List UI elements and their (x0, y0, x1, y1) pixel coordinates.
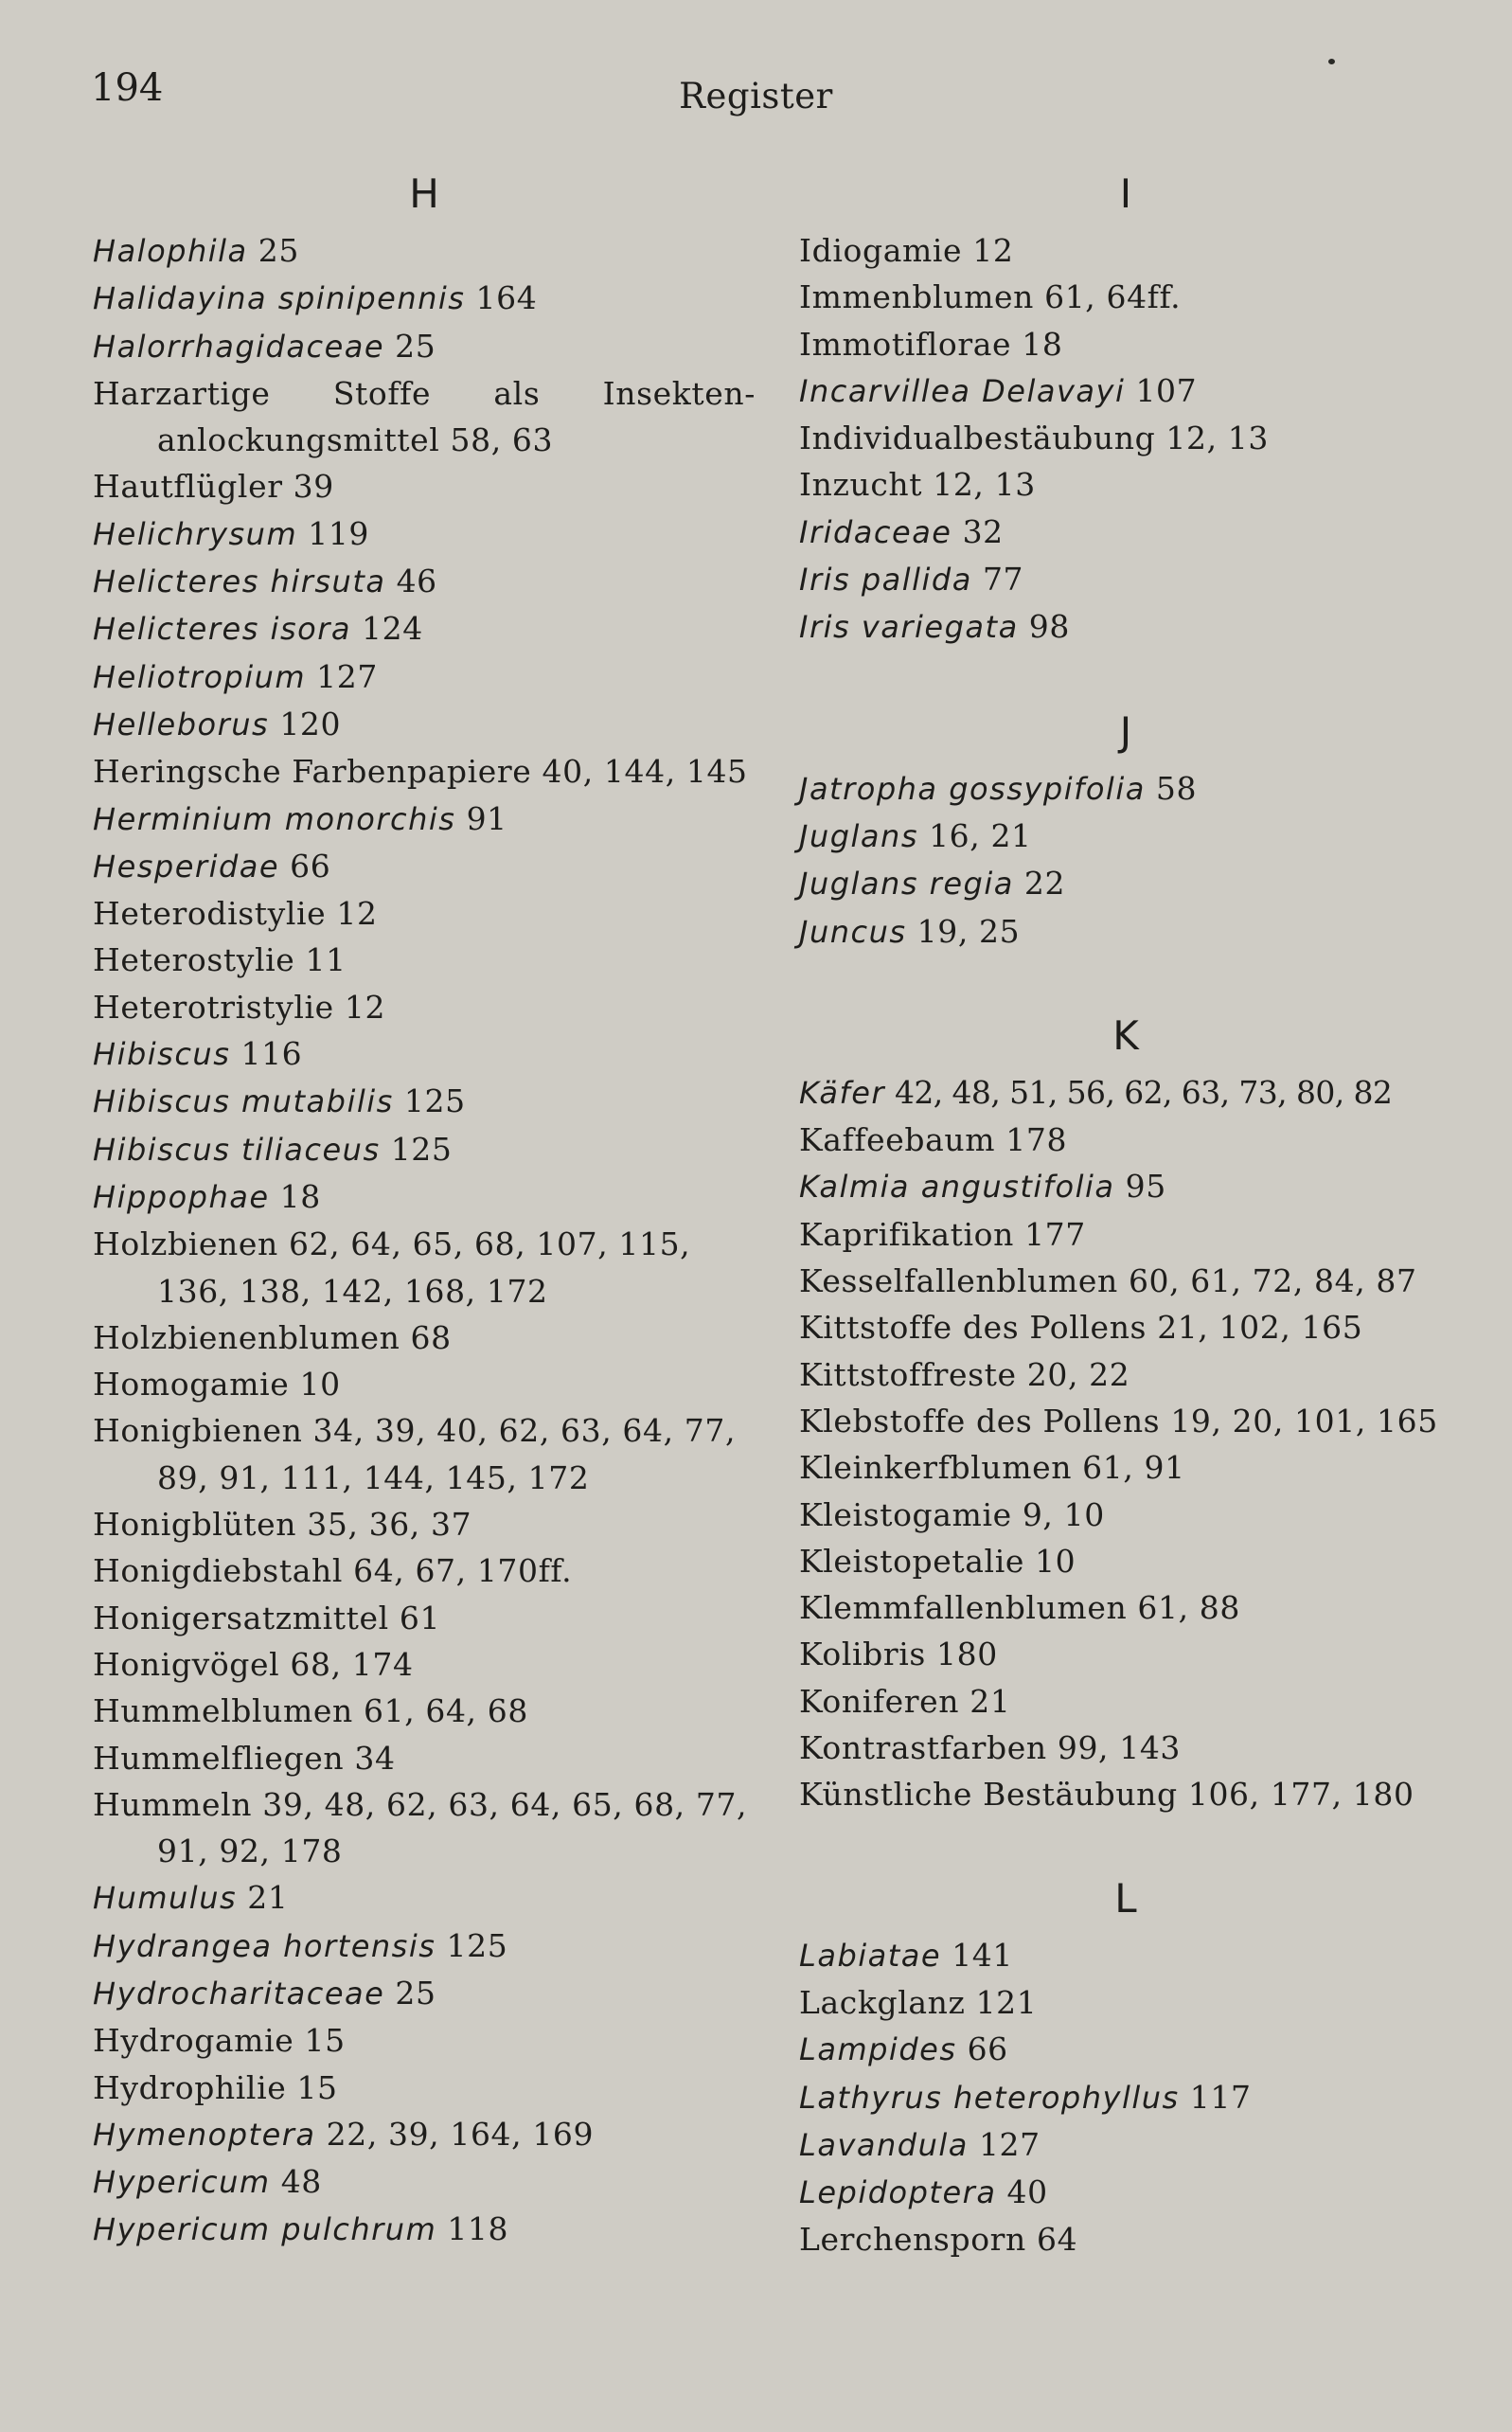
index-term: Individualbestäubung (799, 420, 1156, 457)
page-references: 177 (1024, 1215, 1086, 1253)
index-entry (93, 1595, 756, 1641)
page-references: 141 (952, 1936, 1013, 1974)
page-references: 125 (446, 1926, 508, 1964)
index-term: Hymenoptera (93, 2116, 316, 2153)
page-references: 58 (1155, 769, 1198, 807)
index-term: Kesselfallenblumen (799, 1262, 1118, 1300)
page-references: 64, 67, 170ff. (353, 1552, 573, 1590)
index-term: Hesperidae (93, 848, 280, 885)
page-references: 68, 174 (290, 1645, 414, 1683)
page-references: 12, 13 (1165, 420, 1269, 457)
section-gap (799, 1818, 1452, 1871)
index-term: Hibiscus mutabilis (93, 1083, 394, 1120)
index-entry (93, 463, 756, 510)
index-entry (93, 1641, 756, 1688)
page-references: 127 (316, 657, 378, 695)
index-term: Juncus (799, 913, 907, 950)
index-term: Kittstoffreste (799, 1355, 1017, 1393)
index-entry (93, 2206, 756, 2253)
index-entry (93, 1407, 756, 1501)
index-term: Lepidoptera (799, 2174, 997, 2211)
page-references: 99, 143 (1057, 1729, 1182, 1767)
page-references: 22 (1023, 865, 1066, 903)
index-term: Hibiscus tiliaceus (93, 1131, 381, 1168)
index-entry (93, 1126, 756, 1173)
page-references: 20, 22 (1026, 1355, 1130, 1393)
index-entry (799, 1258, 1452, 1304)
page-references: 10 (299, 1366, 341, 1404)
index-entry (799, 813, 1452, 860)
index-entry (93, 701, 756, 748)
index-term: Hydrophilie (93, 2068, 287, 2106)
index-entry (799, 1398, 1452, 1444)
page-references: 178 (1005, 1121, 1068, 1159)
index-term: Künstliche Bestäubung (799, 1776, 1178, 1814)
index-term: Hypericum pulchrum (93, 2211, 437, 2248)
index-term: Hibiscus (93, 1036, 231, 1073)
index-entry (93, 323, 756, 370)
section-gap (799, 956, 1452, 1009)
index-term: Hydrangea hortensis (93, 1927, 436, 1964)
page-references: 119 (308, 514, 370, 552)
index-entry (799, 1631, 1452, 1677)
page-references: 15 (304, 2022, 346, 2060)
index-term: Heterodistylie (93, 895, 327, 933)
index-term: Honigersatzmittel (93, 1599, 389, 1636)
index-term: Honigvögel (93, 1645, 280, 1683)
index-term: Kolibris (799, 1636, 926, 1673)
page-references: 61, 88 (1137, 1589, 1240, 1627)
index-term: Helicteres isora (93, 611, 351, 648)
index-term: Koniferen (799, 1682, 960, 1720)
index-entry (93, 2111, 756, 2158)
index-term: Hummelblumen (93, 1692, 353, 1730)
page-references: 11 (305, 941, 347, 979)
index-entry (799, 274, 1452, 320)
index-entry (799, 2026, 1452, 2073)
page-references: 64 (1037, 2221, 1078, 2259)
page-references: 61, 64ff. (1044, 278, 1182, 316)
index-entry (799, 1117, 1452, 1163)
page-references: 124 (362, 610, 423, 648)
index-entry (799, 1538, 1452, 1584)
index-term: Juglans regia (799, 866, 1014, 903)
page-references: 127 (978, 2125, 1041, 2163)
index-entry (93, 748, 756, 795)
index-entry (93, 937, 756, 983)
page-references: 95 (1125, 1168, 1166, 1206)
index-entry (799, 1069, 1452, 1117)
page-references: 39 (293, 468, 334, 506)
page-references: 91 (466, 799, 507, 837)
index-entry (799, 860, 1452, 907)
index-entry (93, 1874, 756, 1922)
index-term: Kleistopetalie (799, 1542, 1024, 1580)
section-letter: I (1119, 170, 1132, 217)
index-entry (93, 1781, 756, 1875)
index-term: Immenblumen (799, 278, 1035, 316)
index-entry (93, 1030, 756, 1078)
index-term: Labiatae (799, 1937, 942, 1974)
index-term: Kleinkerfblumen (799, 1449, 1073, 1487)
index-entry (93, 558, 756, 605)
index-term: Klebstoffe des Pollens (799, 1402, 1161, 1440)
index-column-left (93, 167, 756, 2254)
page-references: 22, 39, 164, 169 (326, 2115, 595, 2153)
index-entry (93, 890, 756, 937)
index-term: Hydrocharitaceae (93, 1975, 385, 2012)
page-references: 61, 91 (1082, 1449, 1185, 1487)
index-entry (93, 227, 756, 275)
page-references: 66 (967, 2030, 1008, 2068)
page-references: 9, 10 (1022, 1495, 1105, 1533)
page-references: 34 (354, 1739, 396, 1777)
section-gap (799, 652, 1452, 705)
index-term: Kontrastfarben (799, 1729, 1047, 1767)
page-references: 25 (258, 232, 299, 269)
index-entry (799, 1932, 1452, 1979)
index-entry (93, 843, 756, 890)
index-term: Herminium monorchis (93, 800, 456, 837)
page-references: 98 (1028, 608, 1070, 646)
index-term: Hummeln (93, 1785, 253, 1823)
page-references: 120 (279, 705, 342, 742)
page-references: 18 (279, 1177, 321, 1215)
page-references: 68 (410, 1318, 452, 1356)
index-term: Helleborus (93, 706, 270, 742)
page-references: 35, 36, 37 (307, 1506, 472, 1544)
index-entry (93, 370, 756, 464)
index-term: Idiogamie (799, 232, 963, 269)
index-term: Heterostylie (93, 941, 295, 979)
index-term: Honigblüten (93, 1506, 297, 1544)
index-term: Helichrysum (93, 515, 298, 552)
index-term: Holzbienen (93, 1225, 278, 1263)
index-entry (93, 1735, 756, 1781)
running-head: Register (679, 76, 833, 116)
page-references: 25 (395, 1974, 436, 2012)
page-references: 46 (396, 563, 437, 600)
index-term: Heterotristylie (93, 988, 334, 1026)
index-entry (799, 1211, 1452, 1258)
index-entry (93, 1501, 756, 1547)
page-references: 12 (344, 988, 386, 1026)
page-references: 40, 144, 145 (542, 753, 748, 791)
index-entry (93, 1361, 756, 1407)
index-entry (93, 605, 756, 653)
page-references: 16, 21 (929, 816, 1032, 854)
index-term: Immotiflorae (799, 325, 1012, 363)
page-references: 118 (447, 2210, 509, 2248)
index-term: Jatropha gossypifolia (799, 770, 1146, 807)
page-references: 15 (296, 2068, 338, 2106)
page-references: 61, 64, 68 (364, 1692, 528, 1730)
index-term: Helicteres hirsuta (93, 563, 386, 600)
index-term: Heringsche Farbenpapiere (93, 753, 532, 791)
index-entry (93, 1221, 756, 1314)
index-term: Iris pallida (799, 562, 972, 599)
index-term: Juglans (799, 817, 918, 854)
index-term: Harzartige Stoffe als Insekten-anlockungsmittel (93, 374, 756, 459)
index-term: Incarvillea Delavayi (799, 372, 1126, 409)
index-entry (93, 1078, 756, 1125)
page-references: 164 (475, 279, 538, 317)
index-term: Heliotropium (93, 658, 307, 695)
index-entry (799, 1444, 1452, 1491)
index-term: Hydrogamie (93, 2022, 294, 2060)
index-entry (799, 1979, 1452, 2026)
index-term: Kalmia angustifolia (799, 1169, 1115, 1206)
index-term: Kaprifikation (799, 1215, 1014, 1253)
page-references: 121 (975, 1983, 1038, 2021)
page-references: 10 (1035, 1542, 1076, 1580)
page-references: 48 (280, 2163, 322, 2201)
index-entry (799, 2216, 1452, 2262)
index-term: Hypericum (93, 2164, 271, 2201)
index-entry (799, 765, 1452, 813)
index-term: Lerchensporn (799, 2221, 1026, 2259)
index-entry (799, 1304, 1452, 1350)
page-references: 58, 63 (450, 421, 554, 459)
page-references: 18 (1022, 325, 1063, 363)
page-references: 77 (982, 561, 1024, 599)
index-entry (93, 2065, 756, 2111)
index-entry (799, 1584, 1452, 1631)
index-entry (93, 1970, 756, 2017)
page-references: 125 (390, 1130, 453, 1168)
index-entry (93, 510, 756, 558)
page-references: 62, 64, 65, 68, 107, 115, 136, 138, 142, 168, 172 (157, 1225, 691, 1310)
page-references: 19, 25 (916, 912, 1021, 950)
index-term: Kittstoffe des Pollens (799, 1309, 1147, 1347)
index-term: Lathyrus heterophyllus (799, 2079, 1180, 2116)
page-references: 61 (399, 1599, 441, 1636)
index-term: Inzucht (799, 466, 923, 504)
page-references: 12, 13 (933, 466, 1036, 504)
page-references: 40 (1006, 2173, 1048, 2211)
index-entry (799, 227, 1452, 274)
index-term: Honigdiebstahl (93, 1552, 343, 1590)
index-term: Lavandula (799, 2126, 969, 2163)
page-references: 107 (1135, 371, 1198, 409)
index-term: Iris variegata (799, 609, 1019, 646)
index-term: Halidayina spinipennis (93, 280, 466, 317)
page-references: 66 (290, 847, 331, 885)
index-term: Humulus (93, 1880, 238, 1917)
section-letter: J (1119, 707, 1132, 755)
index-entry (799, 2169, 1452, 2216)
section-letter: H (409, 170, 439, 217)
index-entry (93, 1688, 756, 1734)
page-references: 12 (972, 232, 1014, 269)
page-references: 19, 20, 101, 165 (1170, 1402, 1438, 1440)
index-entry (799, 367, 1452, 415)
index-entry (799, 908, 1452, 956)
page-references: 12 (336, 895, 378, 933)
index-column-right (799, 167, 1452, 2263)
page-references: 21 (247, 1879, 289, 1917)
index-term: Iridaceae (799, 513, 952, 550)
index-term: Hummelfliegen (93, 1739, 345, 1777)
index-term: Kaffeebaum (799, 1121, 996, 1159)
index-term: Hautflügler (93, 468, 283, 506)
index-entry (93, 275, 756, 322)
index-entry (799, 2074, 1452, 2121)
index-entry (93, 1547, 756, 1594)
index-term: Halorrhagidaceae (93, 328, 385, 365)
index-term: Hippophae (93, 1178, 270, 1215)
index-entry (93, 1173, 756, 1221)
index-entry (93, 653, 756, 701)
section-letter: L (1114, 1874, 1137, 1922)
index-entry (799, 1771, 1452, 1817)
page-references: 25 (395, 327, 436, 365)
index-entry (93, 2017, 756, 2064)
index-term: Halophila (93, 233, 248, 269)
page-references: 125 (403, 1082, 466, 1120)
index-entry (93, 2158, 756, 2206)
page-references: 34, 39, 40, 62, 63, 64, 77, 89, 91, 111, 144, 145, 172 (157, 1412, 737, 1496)
index-term: Klemmfallenblumen (799, 1589, 1128, 1627)
index-term: Homogamie (93, 1366, 290, 1404)
page-references: 32 (962, 512, 1004, 550)
index-term: Holzbienenblumen (93, 1318, 400, 1356)
index-entry (799, 556, 1452, 603)
index-entry (799, 1163, 1452, 1210)
index-term: Honigbienen (93, 1412, 303, 1450)
index-entry (799, 321, 1452, 367)
page-references: 39, 48, 62, 63, 64, 65, 68, 77, 91, 92, 178 (157, 1785, 748, 1870)
ink-speck (1328, 59, 1335, 64)
page-references: 42, 48, 51, 56, 62, 63, 73, 80, 82 (894, 1073, 1393, 1111)
index-entry (799, 461, 1452, 508)
index-term: Käfer (799, 1074, 886, 1111)
index-term: Lampides (799, 2031, 957, 2068)
index-entry (93, 1314, 756, 1361)
section-letter: K (1112, 1011, 1139, 1059)
page-number: 194 (91, 66, 164, 110)
page-references: 106, 177, 180 (1187, 1776, 1414, 1814)
index-entry (799, 1492, 1452, 1538)
index-entry (93, 984, 756, 1030)
index-entry (93, 796, 756, 843)
page-references: 117 (1189, 2078, 1252, 2116)
index-term: Lackglanz (799, 1983, 966, 2021)
index-term: Kleistogamie (799, 1495, 1012, 1533)
index-entry (799, 415, 1452, 461)
index-entry (799, 1351, 1452, 1398)
index-entry (799, 603, 1452, 651)
page-references: 180 (936, 1636, 998, 1673)
index-entry (93, 1922, 756, 1970)
page-references: 60, 61, 72, 84, 87 (1128, 1262, 1417, 1300)
index-entry (799, 509, 1452, 556)
index-entry (799, 1678, 1452, 1725)
index-entry (799, 2121, 1452, 2169)
page-references: 21 (969, 1682, 1011, 1720)
page-references: 21, 102, 165 (1157, 1309, 1363, 1347)
index-entry (799, 1725, 1452, 1771)
page-references: 116 (240, 1035, 303, 1073)
